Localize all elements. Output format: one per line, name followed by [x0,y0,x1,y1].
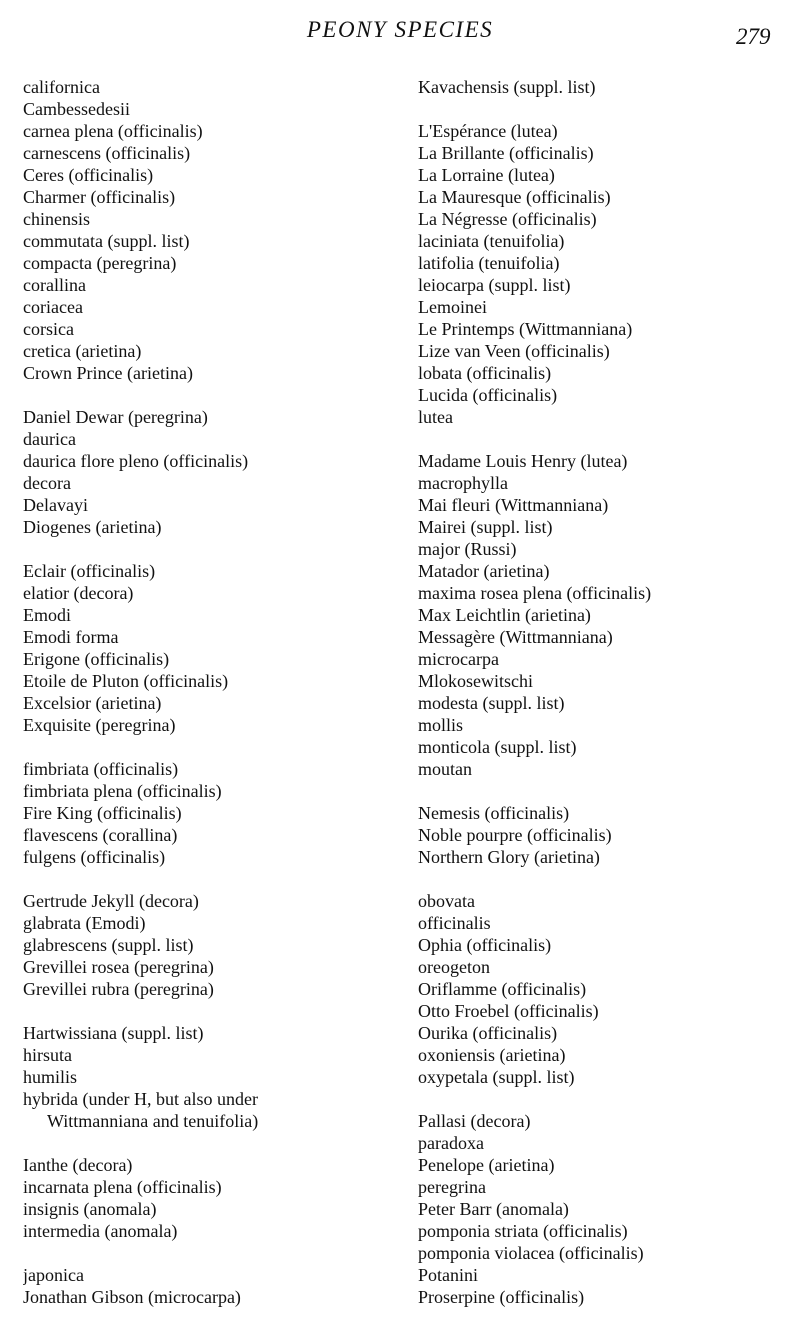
index-entry: Delavayi [23,495,88,515]
index-entry: modesta (suppl. list) [418,693,565,713]
index-entry: commutata (suppl. list) [23,231,190,251]
index-entry: macrophylla [418,473,508,493]
index-entry: pomponia violacea (officinalis) [418,1243,644,1263]
index-entry: lutea [418,407,453,427]
index-entry: Matador (arietina) [418,561,550,581]
section-gap [418,868,788,890]
index-entry: Fire King (officinalis) [23,803,182,823]
section-gap [418,1088,788,1110]
index-entry: incarnata plena (officinalis) [23,1177,222,1197]
index-entry: Exquisite (peregrina) [23,715,176,735]
index-entry: officinalis [418,913,491,933]
index-entry: Excelsior (arietina) [23,693,162,713]
index-entry: corallina [23,275,86,295]
index-entry: Hartwissiana (suppl. list) [23,1023,204,1043]
index-entry: daurica flore pleno (officinalis) [23,451,249,471]
index-entry: chinensis [23,209,90,229]
section-gap [23,1132,393,1154]
hybrida-line-2: Wittmanniana and tenuifolia) [47,1111,259,1131]
index-entry: La Négresse (officinalis) [418,209,597,229]
index-entry: oreogeton [418,957,490,977]
section-gap [23,538,393,560]
index-entry: Lucida (officinalis) [418,385,558,405]
index-entry: flavescens (corallina) [23,825,178,845]
page-number: 279 [736,24,771,49]
index-entry: Ourika (officinalis) [418,1023,558,1043]
index-entry: La Brillante (officinalis) [418,143,594,163]
section-gap [23,1242,393,1264]
index-entry: Eclair (officinalis) [23,561,156,581]
section-gap [418,98,788,120]
index-entry: L'Espérance (lutea) [418,121,558,141]
index-entry: Cambessedesii [23,99,130,119]
index-entry: Emodi [23,605,71,625]
index-entry: Mlokosewitschi [418,671,533,691]
index-entry: decora [23,473,71,493]
index-entry: Kavachensis (suppl. list) [418,77,596,97]
index-entry: Max Leichtlin (arietina) [418,605,591,625]
index-entry: californica [23,77,100,97]
index-entry: Ianthe (decora) [23,1155,133,1175]
index-entry: japonica [23,1265,84,1285]
index-entry: hirsuta [23,1045,72,1065]
index-entry: Crown Prince (arietina) [23,363,193,383]
left-column [23,76,393,1308]
index-entry: Charmer (officinalis) [23,187,176,207]
index-entry: major (Russi) [418,539,517,559]
index-entry: Noble pourpre (officinalis) [418,825,612,845]
index-entry: Lize van Veen (officinalis) [418,341,610,361]
index-entry: lobata (officinalis) [418,363,552,383]
index-entry: laciniata (tenuifolia) [418,231,565,251]
index-entry: Emodi forma [23,627,119,647]
index-entry: Erigone (officinalis) [23,649,170,669]
index-entry: La Lorraine (lutea) [418,165,555,185]
index-entry: cretica (arietina) [23,341,142,361]
section-gap [23,736,393,758]
index-entry: maxima rosea plena (officinalis) [418,583,652,603]
index-entry-hybrida [23,1088,393,1132]
index-entry: leiocarpa (suppl. list) [418,275,571,295]
index-entry: Daniel Dewar (peregrina) [23,407,208,427]
index-entry: Northern Glory (arietina) [418,847,600,867]
index-entry: Nemesis (officinalis) [418,803,570,823]
hybrida-line-1: hybrida (under H, but also under [23,1089,258,1109]
index-entry: obovata [418,891,475,911]
section-gap [23,384,393,406]
index-entry: Mairei (suppl. list) [418,517,553,537]
index-entry: compacta (peregrina) [23,253,177,273]
index-entry: coriacea [23,297,83,317]
index-entry: pomponia striata (officinalis) [418,1221,628,1241]
index-entry: Madame Louis Henry (lutea) [418,451,628,471]
index-entry: Messagère (Wittmanniana) [418,627,613,647]
index-entry: Peter Barr (anomala) [418,1199,569,1219]
index-entry: elatior (decora) [23,583,134,603]
section-gap [418,780,788,802]
index-entry: moutan [418,759,472,779]
index-entry: Pallasi (decora) [418,1111,531,1131]
index-entry: glabrata (Emodi) [23,913,146,933]
index-entry: monticola (suppl. list) [418,737,577,757]
index-entry: Oriflamme (officinalis) [418,979,587,999]
index-entry: insignis (anomala) [23,1199,157,1219]
index-entry: La Mauresque (officinalis) [418,187,611,207]
index-entry: paradoxa [418,1133,484,1153]
section-gap [23,868,393,890]
index-entry: carnea plena (officinalis) [23,121,203,141]
index-entry: fulgens (officinalis) [23,847,166,867]
index-entry: mollis [418,715,464,735]
index-entry: Diogenes (arietina) [23,517,162,537]
index-entry: Ceres (officinalis) [23,165,154,185]
index-entry: microcarpa [418,649,499,669]
index-entry: Ophia (officinalis) [418,935,552,955]
index-entry: Potanini [418,1265,479,1285]
index-entry: Proserpine (officinalis) [418,1287,585,1307]
index-entry: corsica [23,319,74,339]
index-entry: Grevillei rosea (peregrina) [23,957,214,977]
index-entry: latifolia (tenuifolia) [418,253,560,273]
page-title: PEONY SPECIES [306,17,494,42]
index-entry: Mai fleuri (Wittmanniana) [418,495,609,515]
index-entry: peregrina [418,1177,486,1197]
index-entry: Le Printemps (Wittmanniana) [418,319,633,339]
index-entry: carnescens (officinalis) [23,143,191,163]
section-gap [23,1000,393,1022]
index-entry: daurica [23,429,76,449]
index-entry: humilis [23,1067,78,1087]
section-gap [418,428,788,450]
index-entry: Grevillei rubra (peregrina) [23,979,214,999]
right-column [418,76,788,1308]
index-entry: fimbriata plena (officinalis) [23,781,222,801]
index-entry: oxoniensis (arietina) [418,1045,566,1065]
index-entry: Etoile de Pluton (officinalis) [23,671,229,691]
index-entry: Jonathan Gibson (microcarpa) [23,1287,241,1307]
index-entry: Penelope (arietina) [418,1155,555,1175]
index-entry: intermedia (anomala) [23,1221,178,1241]
index-entry: glabrescens (suppl. list) [23,935,194,955]
index-entry: Gertrude Jekyll (decora) [23,891,199,911]
index-entry: fimbriata (officinalis) [23,759,179,779]
index-entry: Lemoinei [418,297,487,317]
index-entry: oxypetala (suppl. list) [418,1067,575,1087]
index-entry: Otto Froebel (officinalis) [418,1001,599,1021]
